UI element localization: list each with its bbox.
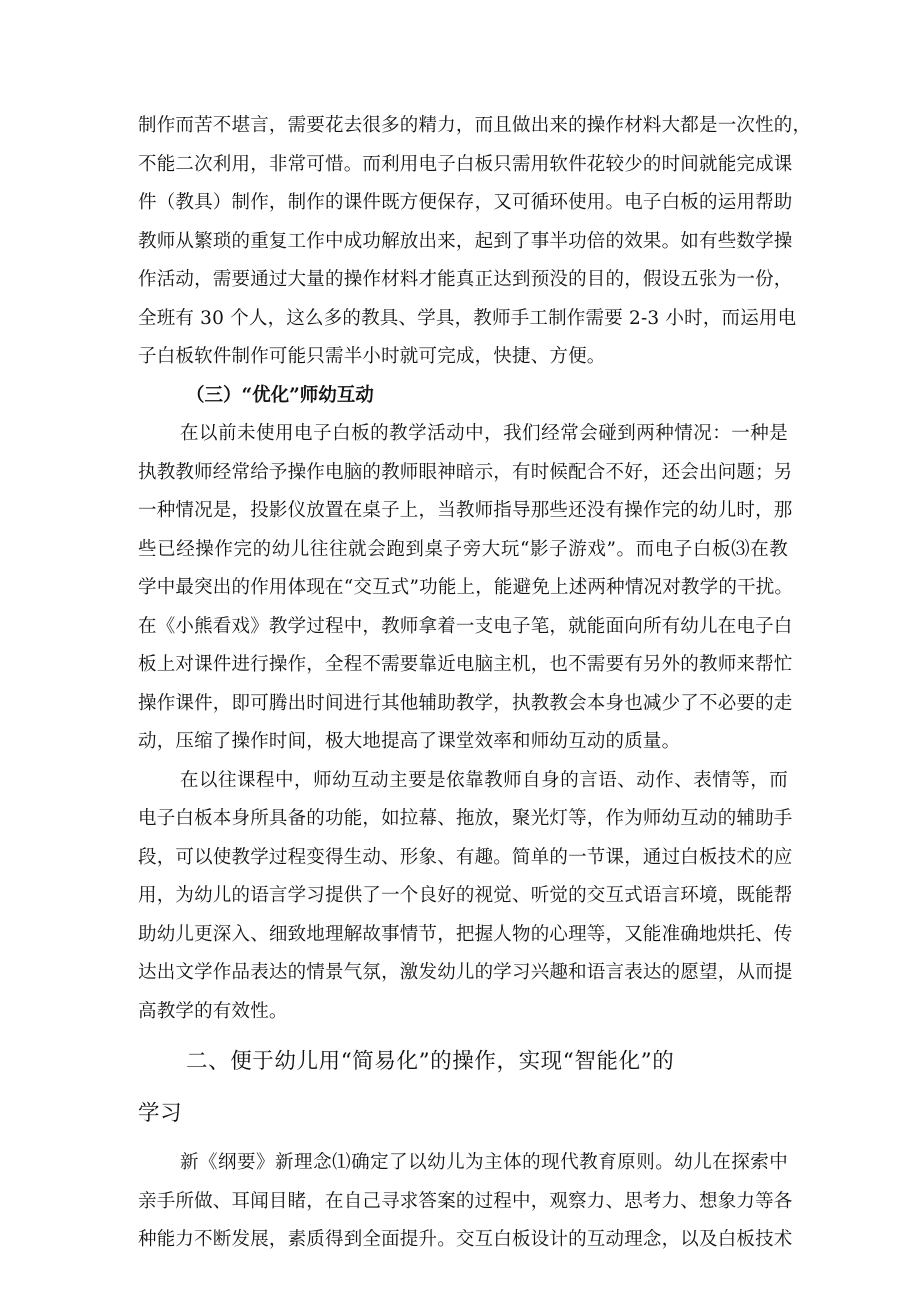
body-text-line: 用，为幼儿的语言学习提供了一个良好的视觉、听觉的交互式语言环境，既能帮	[138, 885, 793, 906]
body-text-line: 高教学的有效性。	[138, 1001, 288, 1022]
body-text-line: 种能力不断发展，素质得到全面提升。交互白板设计的互动理念，以及白板技术	[138, 1229, 793, 1250]
body-text-line: 操作课件，即可腾出时间进行其他辅助教学，执教教会本身也减少了不必要的走	[138, 693, 793, 714]
chapter-heading-continued: 学习	[138, 1101, 183, 1126]
body-text-line: 段，可以使教学过程变得生动、形象、有趣。简单的一节课，通过白板技术的应	[138, 847, 793, 868]
body-text-line: 全班有 30 个人，这么多的教具、学具，教师手工制作需要 2-3 小时，而运用电	[138, 308, 797, 329]
body-text-line: 些已经操作完的幼儿往往就会跑到桌子旁大玩“影子游戏”。而电子白板⑶在教	[138, 539, 788, 560]
body-text-line: 在以前未使用电子白板的教学活动中，我们经常会碰到两种情况：一种是	[180, 423, 788, 444]
body-text-line: 电子白板本身所具备的功能，如拉幕、拖放，聚光灯等，作为师幼互动的辅助手	[138, 808, 793, 829]
body-text-line: 不能二次利用，非常可惜。而利用电子白板只需用软件花较少的时间就能完成课	[138, 154, 793, 175]
body-text-line: 在《小熊看戏》教学过程中，教师拿着一支电子笔，就能面向所有幼儿在电子白	[138, 616, 793, 637]
body-text-line: 学中最突出的作用体现在“交互式”功能上，能避免上述两种情况对教学的干扰。	[138, 577, 794, 598]
body-text-line: 助幼儿更深入、细致地理解故事情节，把握人物的心理等，又能准确地烘托、传	[138, 924, 793, 945]
body-text-line: 执教教师经常给予操作电脑的教师眼神暗示，有时候配合不好，还会出问题；另	[138, 462, 793, 483]
section-heading: （三）“优化”师幼互动	[186, 385, 374, 406]
body-text-line: 动，压缩了操作时间，极大地提高了课堂效率和师幼互动的质量。	[138, 731, 681, 752]
chapter-heading: 二、便于幼儿用“简易化”的操作，实现“智能化”的	[186, 1049, 675, 1074]
body-text-line: 件（教具）制作，制作的课件既方便保存，又可循环使用。电子白板的运用帮助	[138, 192, 793, 213]
body-text-line: 作活动，需要通过大量的操作材料才能真正达到预没的目的，假设五张为一份，	[138, 269, 793, 290]
body-text-line: 亲手所做、耳闻目睹，在自己寻求答案的过程中，观察力、思考力、想象力等各	[138, 1191, 793, 1212]
body-text-line: 达出文学作品表达的情景气氛，激发幼儿的学习兴趣和语言表达的愿望，从而提	[138, 962, 793, 983]
body-text-line: 制作而苦不堪言，需要花去很多的精力，而且做出来的操作材料大都是一次性的，	[138, 115, 812, 136]
body-text-line: 教师从繁琐的重复工作中成功解放出来，起到了事半功倍的效果。如有些数学操	[138, 231, 793, 252]
body-text-line: 子白板软件制作可能只需半小时就可完成，快捷、方便。	[138, 346, 606, 367]
body-text-line: 新《纲要》新理念⑴确定了以幼儿为主体的现代教育原则。幼儿在探索中	[180, 1152, 788, 1173]
body-text-line: 在以往课程中，师幼互动主要是依靠教师自身的言语、动作、表情等，而	[180, 770, 788, 791]
body-text-line: 一种情况是，投影仪放置在桌子上，当教师指导那些还没有操作完的幼儿时，那	[138, 500, 793, 521]
body-text-line: 板上对课件进行操作，全程不需要靠近电脑主机，也不需要有另外的教师来帮忙	[138, 654, 793, 675]
